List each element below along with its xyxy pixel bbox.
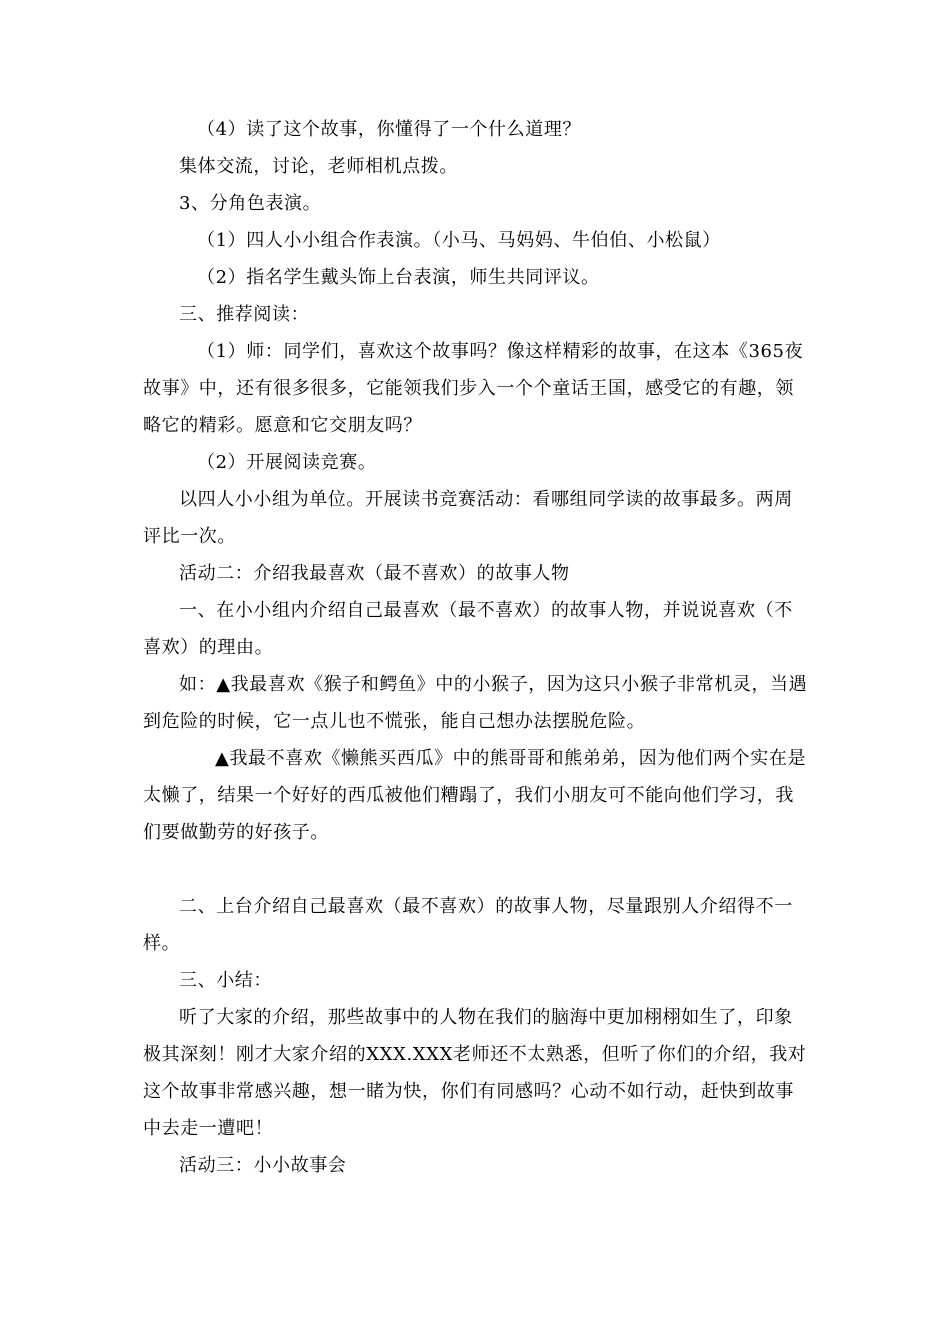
- paragraph-role-play-2: （2）指名学生戴头饰上台表演，师生共同评议。: [197, 267, 600, 288]
- paragraph-introduce-on-stage: 二、上台介绍自己最喜欢（最不喜欢）的故事人物，尽量跟别人介绍得不一样。: [143, 896, 793, 954]
- paragraph-role-play-heading: 3、分角色表演。: [179, 193, 322, 214]
- paragraph-example-monkey: 如：▲我最喜欢《猴子和鳄鱼》中的小猴子，因为这只小猴子非常机灵，当遇到危险的时候，它一点儿也不慌张，能自己想办法摆脱危险。: [143, 674, 808, 732]
- paragraph-recommend-reading-heading: 三、推荐阅读：: [179, 304, 310, 325]
- paragraph-role-play-1: （1）四人小小组合作表演。（小马、马妈妈、牛伯伯、小松鼠）: [197, 230, 721, 251]
- paragraph-example-bears: ▲我最不喜欢《懒熊买西瓜》中的熊哥哥和熊弟弟，因为他们两个实在是太懒了，结果一个好好的西瓜被他们糟蹋了，我们小朋友可不能向他们学习，我们要做勤劳的好孩子。: [143, 748, 807, 843]
- paragraph-activity-three-heading: 活动三：小小故事会: [179, 1155, 347, 1176]
- paragraph-summary-text: 听了大家的介绍，那些故事中的人物在我们的脑海中更加栩栩如生了，印象极其深刻！刚才大家介绍的XXX.XXX老师还不太熟悉，但听了你们的介绍，我对这个故事非常感兴趣，想一睹为快，你们有同感吗？心动不如行动，赶快到故事中去走一遭吧！: [143, 1007, 807, 1139]
- paragraph-summary-heading: 三、小结：: [179, 970, 272, 991]
- paragraph-group-discussion: 集体交流，讨论，老师相机点拨。: [179, 156, 458, 177]
- paragraph-contest-details: 以四人小小组为单位。开展读书竞赛活动：看哪组同学读的故事最多。两周评比一次。: [143, 489, 793, 547]
- paragraph-introduce-in-group: 一、在小小组内介绍自己最喜欢（最不喜欢）的故事人物，并说说喜欢（不喜欢）的理由。: [143, 600, 793, 658]
- paragraph-question-4: （4）读了这个故事，你懂得了一个什么道理？: [197, 119, 582, 140]
- paragraph-reading-contest: （2）开展阅读竞赛。: [197, 452, 377, 473]
- paragraph-activity-two-heading: 活动二：介绍我最喜欢（最不喜欢）的故事人物: [179, 563, 570, 584]
- paragraph-teacher-speech: （1）师：同学们，喜欢这个故事吗？像这样精彩的故事，在这本《365夜故事》中，还有很多很多，它能领我们步入一个个童话王国，感受它的有趣，领略它的精彩。愿意和它交朋友吗？: [143, 341, 804, 436]
